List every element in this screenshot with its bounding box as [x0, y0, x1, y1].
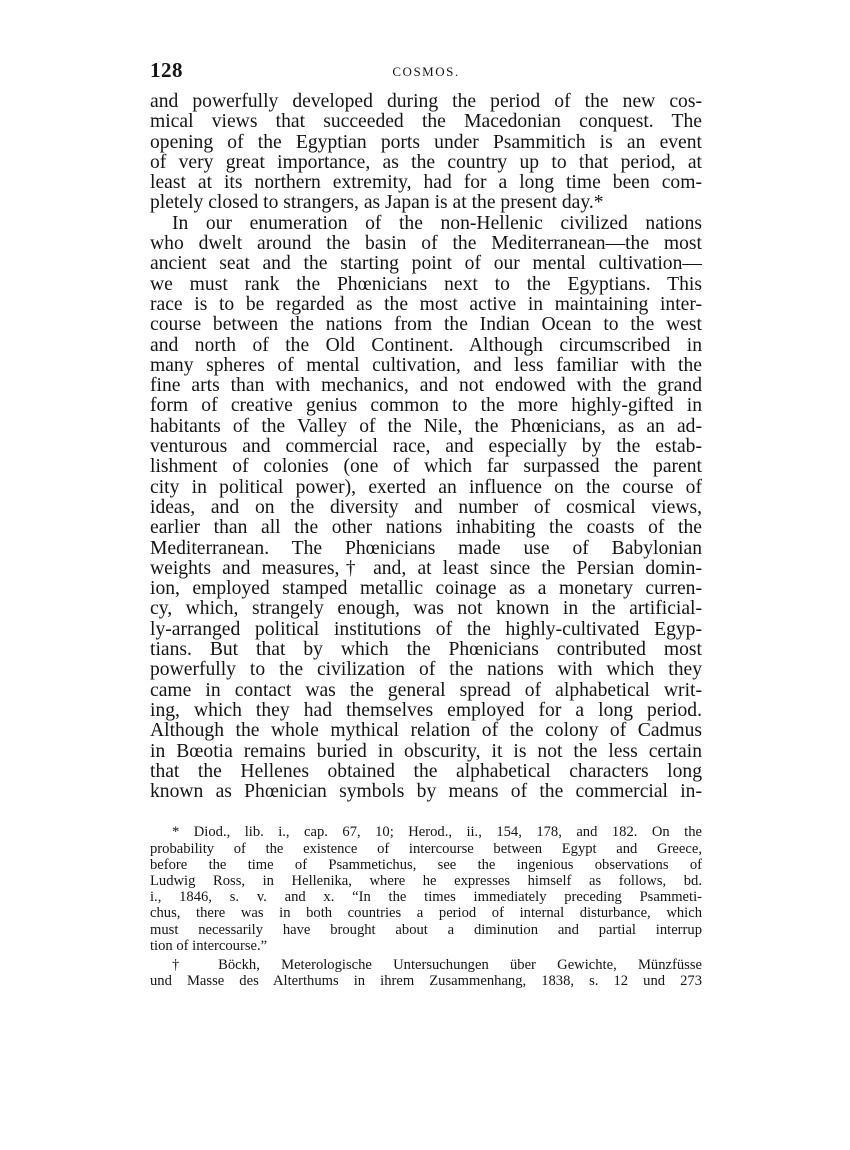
text-line: pletely closed to strangers, as Japan is at the present day.*: [150, 192, 604, 214]
text-line: known as Phœnician symbols by means of the commercial in-: [150, 781, 702, 803]
page-header: [150, 58, 702, 88]
footnote-line: tion of intercourse.”: [150, 937, 268, 954]
text-line: that the Hellenes obtained the alphabetical characters long: [150, 760, 702, 782]
text-line: of very great importance, as the country up to that period, at: [150, 151, 702, 173]
footnote-line: before the time of Psammetichus, see the ingenious observations of: [150, 856, 702, 873]
text-line: powerfully to the civilization of the nations with which they: [150, 659, 702, 681]
text-line: weights and measures,† and, at least since the Persian domin-: [150, 557, 702, 579]
text-line: and north of the Old Continent. Although circumscribed in: [150, 334, 702, 356]
text-line: ion, employed stamped metallic coinage as a monetary curren-: [150, 578, 702, 600]
text-line: in Bœotia remains buried in obscurity, it is not the less certain: [150, 740, 702, 762]
footnote-line: Ludwig Ross, in Hellenika, where he expresses himself as follows, bd.: [150, 872, 702, 889]
text-line: city in political power), exerted an influence on the course of: [150, 476, 702, 498]
footnote-line: probability of the existence of intercourse between Egypt and Greece,: [150, 840, 702, 857]
text-line: least at its northern extremity, had for a long time been com-: [150, 172, 702, 194]
text-line: cy, which, strangely enough, was not known in the artificial-: [150, 598, 702, 620]
footnote-line: * Diod., lib. i., cap. 67, 10; Herod., ii., 154, 178, and 182. On the: [172, 824, 702, 841]
text-line: and powerfully developed during the period of the new cos-: [150, 91, 702, 112]
text-line: many spheres of mental cultivation, and less familiar with the: [150, 354, 702, 376]
text-line: came in contact was the general spread of alphabetical writ-: [150, 679, 702, 701]
text-line: ing, which they had themselves employed for a long period.: [150, 699, 702, 721]
text-line: ly-arranged political institutions of the highly-cultivated Egyp-: [150, 618, 702, 640]
text-line: Although the whole mythical relation of the colony of Cadmus: [150, 720, 702, 742]
text-line: In our enumeration of the non-Hellenic civilized nations: [172, 212, 702, 234]
footnote-line: † Böckh, Meterologische Untersuchungen über Gewichte, Münzfüsse: [172, 956, 702, 973]
text-line: habitants of the Valley of the Nile, the Phœnicians, as an ad-: [150, 415, 702, 437]
text-line: form of creative genius common to the more highly-gifted in: [150, 395, 702, 417]
text-line: venturous and commercial race, and especially by the estab-: [150, 436, 702, 458]
footnotes: [150, 824, 702, 989]
text-line: we must rank the Phœnicians next to the Egyptians. This: [150, 273, 702, 295]
text-line: ideas, and on the diversity and number of cosmical views,: [150, 496, 702, 518]
text-line: earlier than all the other nations inhabiting the coasts of the: [150, 517, 702, 539]
footnote-line: i., 1846, s. v. and x. “In the times immediately preceding Psammeti-: [150, 889, 702, 906]
text-line: opening of the Egyptian ports under Psammitich is an event: [150, 131, 702, 153]
text-line: fine arts than with mechanics, and not endowed with the grand: [150, 375, 702, 397]
page-number: 128: [150, 58, 183, 82]
running-title: COSMOS.: [392, 64, 460, 79]
footnote-line: und Masse des Alterthums in ihrem Zusammenhang, 1838, s. 12 und 273: [150, 973, 702, 990]
body-text: [150, 92, 702, 802]
text-line: course between the nations from the Indian Ocean to the west: [150, 314, 702, 336]
text-line: tians. But that by which the Phœnicians contributed most: [150, 639, 702, 661]
text-line: mical views that succeeded the Macedonian conquest. The: [150, 111, 702, 133]
book-page: [150, 58, 702, 989]
text-line: who dwelt around the basin of the Mediterranean—the most: [150, 233, 702, 255]
footnote-line: must necessarily have brought about a diminution and partial interrup: [150, 921, 702, 938]
text-line: race is to be regarded as the most active in maintaining inter-: [150, 293, 702, 315]
text-line: ancient seat and the starting point of our mental cultivation—: [150, 253, 702, 275]
text-line: Mediterranean. The Phœnicians made use of Babylonian: [150, 537, 702, 559]
text-line: lishment of colonies (one of which far surpassed the parent: [150, 456, 702, 478]
footnote-line: chus, there was in both countries a period of internal disturbance, which: [150, 905, 702, 922]
